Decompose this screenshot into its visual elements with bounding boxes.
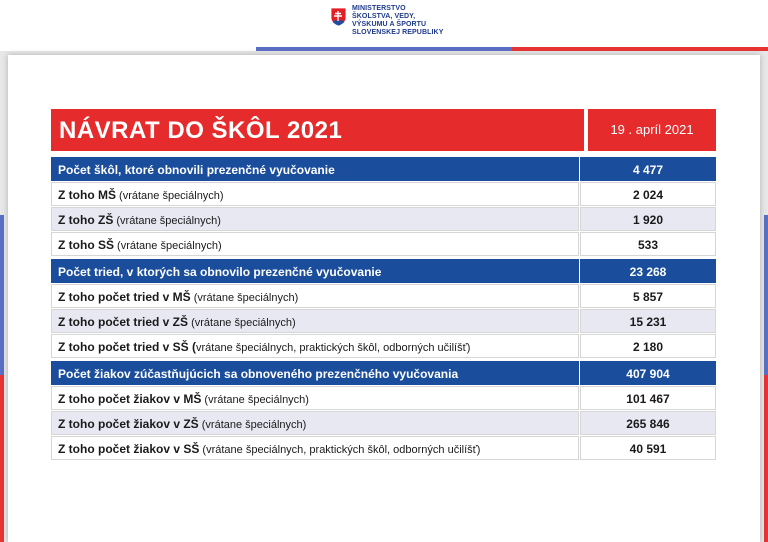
table-row <box>51 309 716 333</box>
row-label <box>51 411 579 435</box>
section-schools <box>51 157 716 257</box>
row-value: 2 180 <box>580 334 716 358</box>
table-row <box>51 284 716 308</box>
table-row <box>51 334 716 358</box>
ministry-logo <box>330 5 443 37</box>
row-label-bold: Z toho MŠ <box>58 188 116 202</box>
row-label-note: (vrátane špeciálnych, praktických škôl, odborných učilíšť) <box>199 444 481 456</box>
row-value: 15 231 <box>580 309 716 333</box>
table-row <box>51 182 716 206</box>
table-row <box>51 386 716 410</box>
row-label-bold: Z toho počet žiakov v MŠ <box>58 392 202 406</box>
row-label <box>51 309 579 333</box>
row-label-note: (vrátane špeciálnych) <box>190 292 299 304</box>
row-label <box>51 284 579 308</box>
row-label <box>51 182 579 206</box>
section-header-label: Počet žiakov zúčastňujúcich sa obnoveného prezenčného vyučovania <box>51 361 579 385</box>
row-value: 5 857 <box>580 284 716 308</box>
row-label <box>51 436 579 460</box>
section-header-value: 4 477 <box>580 157 716 181</box>
section-header-value: 407 904 <box>580 361 716 385</box>
row-label-bold: Z toho počet tried v ZŠ <box>58 315 189 329</box>
row-label-note: (vrátane špeciálnych) <box>198 419 307 431</box>
row-label <box>51 386 579 410</box>
page-title: NÁVRAT DO ŠKÔL 2021 <box>51 109 584 151</box>
section-header-label: Počet tried, v ktorých sa obnovilo prezenčné vyučovanie <box>51 259 579 283</box>
header <box>0 0 768 48</box>
row-label-bold: Z toho počet tried v MŠ <box>58 290 191 304</box>
table-row <box>51 411 716 435</box>
ministry-line: VÝSKUMU A ŠPORTU <box>352 21 427 28</box>
row-label-bold: Z toho počet tried v SŠ ( <box>58 340 197 354</box>
row-label-note: (vrátane špeciálnych) <box>188 317 296 329</box>
row-value: 101 467 <box>580 386 716 410</box>
row-label-note: (vrátane špeciálnych) <box>113 215 221 227</box>
row-label <box>51 207 579 231</box>
title-date: 19 . apríl 2021 <box>588 109 716 151</box>
section-classes <box>51 259 716 359</box>
ministry-name <box>352 5 443 37</box>
row-label <box>51 334 579 358</box>
section-header-label: Počet škôl, ktoré obnovili prezenčné vyučovanie <box>51 157 579 181</box>
section-header-row <box>51 259 716 283</box>
row-value: 265 846 <box>580 411 716 435</box>
table-row <box>51 436 716 460</box>
section-pupils <box>51 361 716 461</box>
row-label-bold: Z toho ZŠ <box>58 213 114 227</box>
ministry-line: SLOVENSKEJ REPUBLIKY <box>352 29 444 36</box>
row-label-bold: Z toho počet žiakov v SŠ <box>58 442 200 456</box>
table-row <box>51 232 716 256</box>
table-row <box>51 207 716 231</box>
row-value: 533 <box>580 232 716 256</box>
section-header-value: 23 268 <box>580 259 716 283</box>
row-label-note: vrátane špeciálnych, praktických škôl, odborných učilíšť) <box>196 342 471 354</box>
row-label-note: (vrátane špeciálnych) <box>201 394 309 406</box>
row-label-bold: Z toho SŠ <box>58 238 114 252</box>
left-accent-red <box>0 375 4 542</box>
row-value: 1 920 <box>580 207 716 231</box>
row-value: 40 591 <box>580 436 716 460</box>
left-accent-blue <box>0 215 4 375</box>
section-header-row <box>51 361 716 385</box>
row-label-note: (vrátane špeciálnych) <box>114 240 222 252</box>
ministry-line: ŠKOLSTVA, VEDY, <box>352 13 416 20</box>
section-header-row <box>51 157 716 181</box>
right-accent-red <box>764 375 768 542</box>
title-bar <box>51 109 716 151</box>
row-label-bold: Z toho počet žiakov v ZŠ <box>58 417 199 431</box>
row-label-note: (vrátane špeciálnych) <box>115 190 224 202</box>
right-accent-blue <box>764 215 768 375</box>
row-value: 2 024 <box>580 182 716 206</box>
ministry-line: MINISTERSTVO <box>352 5 406 12</box>
row-label <box>51 232 579 256</box>
slovak-crest-icon <box>330 7 347 27</box>
